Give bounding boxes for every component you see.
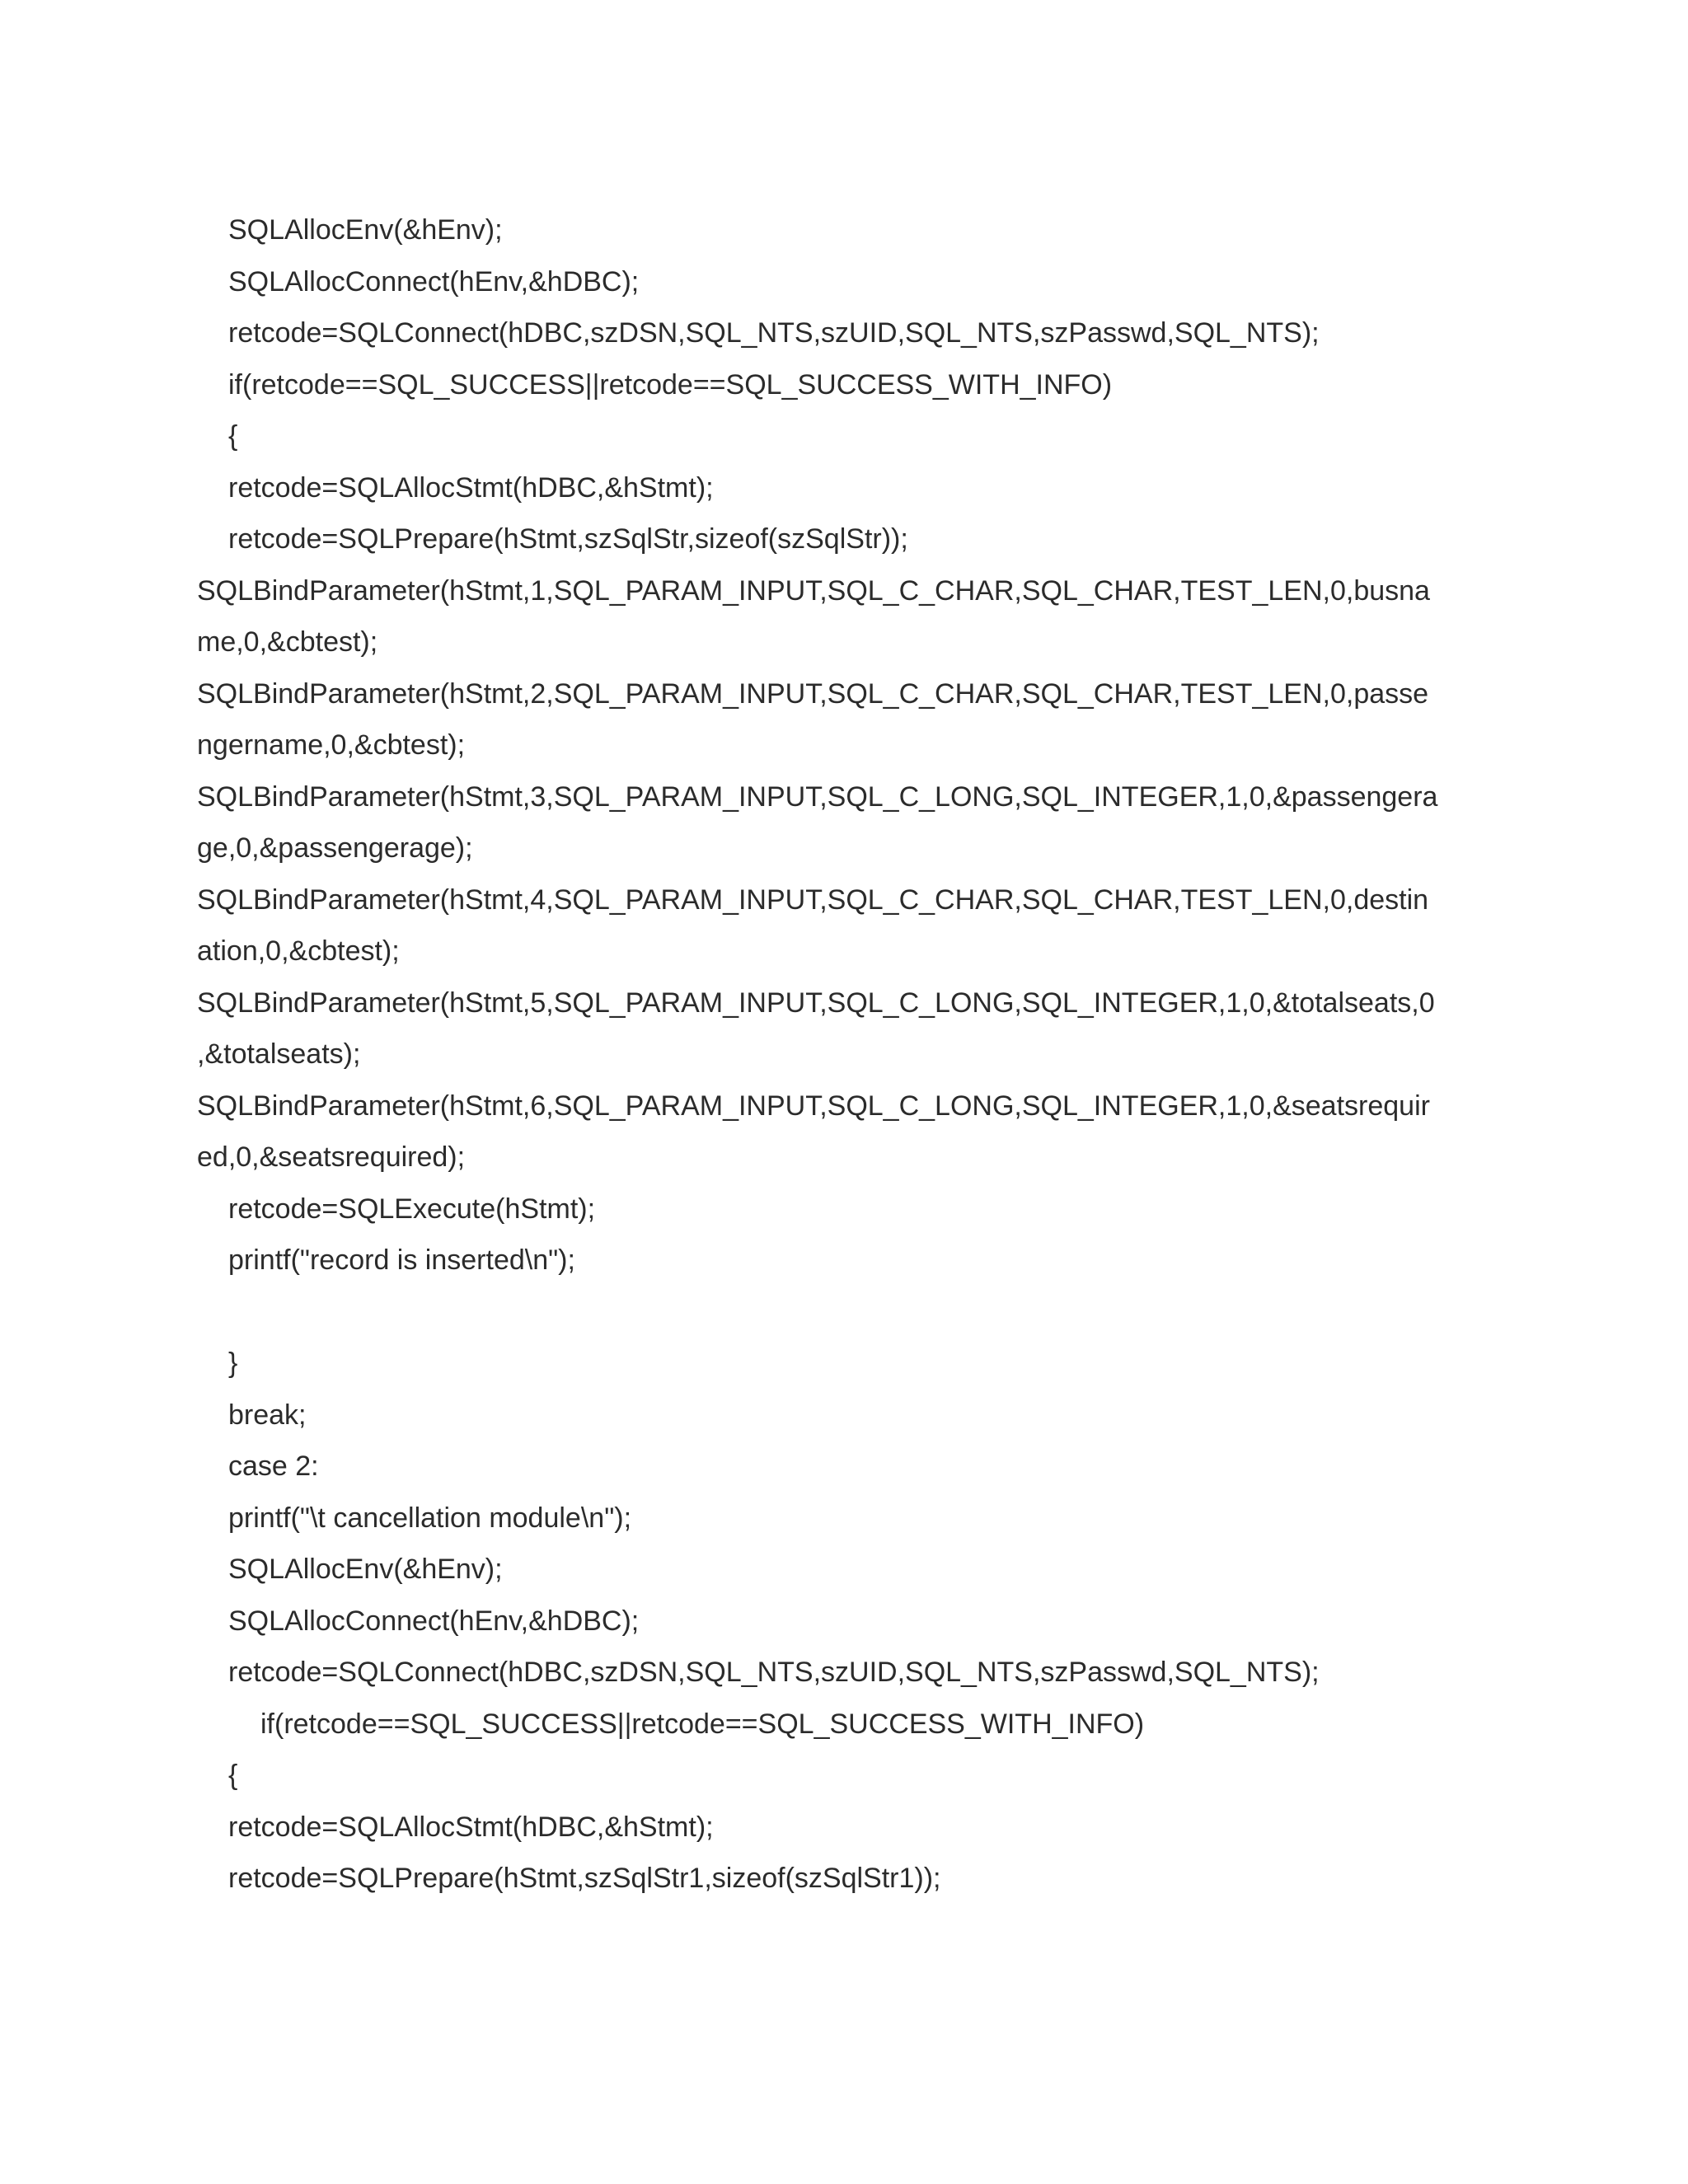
code-line: if(retcode==SQL_SUCCESS||retcode==SQL_SUCCESS_WITH_INFO) <box>228 368 1113 401</box>
code-line: me,0,&cbtest); <box>197 626 378 658</box>
code-line: SQLBindParameter(hStmt,4,SQL_PARAM_INPUT,SQL_C_CHAR,SQL_CHAR,TEST_LEN,0,destin <box>197 883 1429 916</box>
code-line: printf("\t cancellation module\n"); <box>228 1502 632 1534</box>
code-line: retcode=SQLAllocStmt(hDBC,&hStmt); <box>228 1811 714 1843</box>
code-line: if(retcode==SQL_SUCCESS||retcode==SQL_SUCCESS_WITH_INFO) <box>260 1708 1145 1740</box>
code-line: ngername,0,&cbtest); <box>197 729 466 761</box>
code-line: SQLAllocConnect(hEnv,&hDBC); <box>228 265 640 298</box>
code-line: { <box>228 420 238 452</box>
code-line: printf("record is inserted\n"); <box>228 1244 575 1276</box>
code-line: SQLBindParameter(hStmt,5,SQL_PARAM_INPUT,SQL_C_LONG,SQL_INTEGER,1,0,&totalseats,0 <box>197 987 1435 1019</box>
code-line <box>0 1286 1688 1338</box>
code-line: { <box>228 1760 238 1791</box>
code-line: SQLAllocEnv(&hEnv); <box>228 1554 503 1585</box>
code-line: SQLBindParameter(hStmt,2,SQL_PARAM_INPUT,SQL_C_CHAR,SQL_CHAR,TEST_LEN,0,passe <box>197 677 1429 710</box>
code-line: retcode=SQLConnect(hDBC,szDSN,SQL_NTS,szUID,SQL_NTS,szPasswd,SQL_NTS); <box>228 317 1320 349</box>
code-line: ation,0,&cbtest); <box>197 935 400 967</box>
code-line: SQLBindParameter(hStmt,1,SQL_PARAM_INPUT,SQL_C_CHAR,SQL_CHAR,TEST_LEN,0,busna <box>197 574 1430 607</box>
code-line: retcode=SQLPrepare(hStmt,szSqlStr1,sizeof(szSqlStr1)); <box>228 1863 941 1894</box>
code-line: retcode=SQLExecute(hStmt); <box>228 1193 596 1225</box>
code-line: break; <box>228 1399 307 1431</box>
code-line: case 2: <box>228 1451 319 1482</box>
code-line: SQLBindParameter(hStmt,6,SQL_PARAM_INPUT,SQL_C_LONG,SQL_INTEGER,1,0,&seatsrequir <box>197 1090 1430 1122</box>
code-line: SQLAllocEnv(&hEnv); <box>228 214 503 246</box>
code-listing <box>0 204 1688 1905</box>
code-line: ed,0,&seatsrequired); <box>197 1141 466 1173</box>
code-line: } <box>228 1347 238 1379</box>
code-line: SQLBindParameter(hStmt,3,SQL_PARAM_INPUT,SQL_C_LONG,SQL_INTEGER,1,0,&passengera <box>197 780 1438 813</box>
code-line: SQLAllocConnect(hEnv,&hDBC); <box>228 1605 640 1637</box>
code-line: retcode=SQLConnect(hDBC,szDSN,SQL_NTS,szUID,SQL_NTS,szPasswd,SQL_NTS); <box>228 1657 1320 1688</box>
code-line: retcode=SQLPrepare(hStmt,szSqlStr,sizeof(szSqlStr)); <box>228 523 908 555</box>
code-line: retcode=SQLAllocStmt(hDBC,&hStmt); <box>228 471 714 504</box>
code-line: ,&totalseats); <box>197 1038 361 1070</box>
code-line: ge,0,&passengerage); <box>197 832 473 864</box>
